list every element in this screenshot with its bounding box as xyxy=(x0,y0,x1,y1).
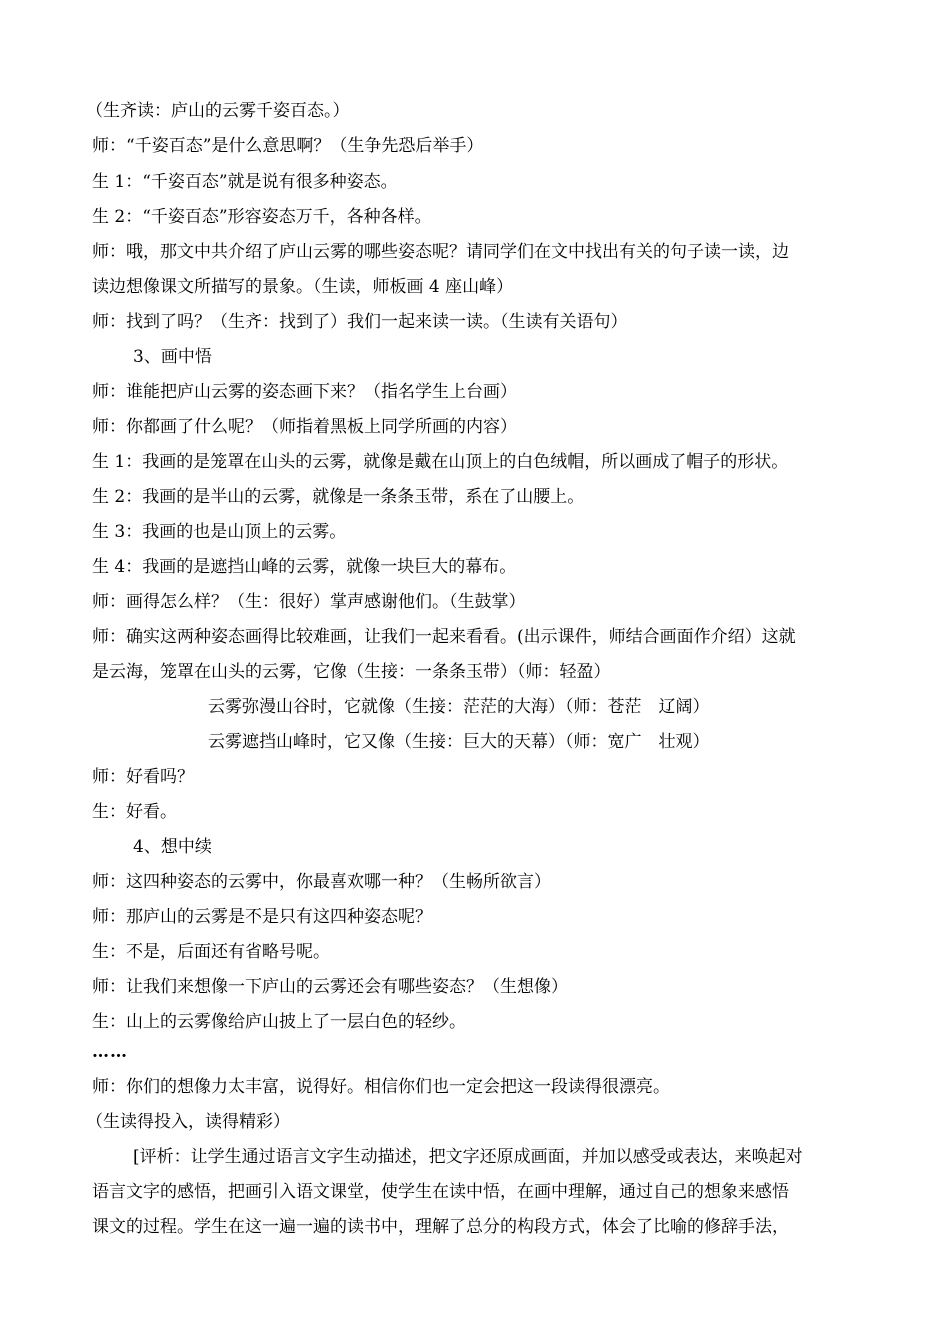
text-line: 生 2：“千姿百态”形容姿态万千，各种各样。 xyxy=(92,207,432,227)
text-line: 云雾弥漫山谷时，它就像（生接：茫茫的大海）（师：苍茫 辽阔） xyxy=(208,697,710,717)
text-line: 云雾遮挡山峰时，它又像（生接：巨大的天幕）（师：宽广 壮观） xyxy=(208,732,710,752)
text-line: 生：不是，后面还有省略号呢。 xyxy=(92,942,330,962)
text-line: 读边想像课文所描写的景象。（生读，师板画 4 座山峰） xyxy=(92,277,514,297)
text-line: （生齐读：庐山的云雾千姿百态。） xyxy=(86,101,350,121)
text-line: 生 1：“千姿百态”就是说有很多种姿态。 xyxy=(92,172,398,192)
text-line: 生 1：我画的是笼罩在山头的云雾，就像是戴在山顶上的白色绒帽，所以画成了帽子的形状。 xyxy=(92,452,789,472)
commentary-line: 课文的过程。学生在这一遍一遍的读书中，理解了总分的构段方式，体会了比喻的修辞手法， xyxy=(92,1217,789,1237)
text-line: 师：那庐山的云雾是不是只有这四种姿态呢？ xyxy=(92,907,432,927)
text-line: 是云海，笼罩在山头的云雾，它像（生接：一条条玉带）（师：轻盈） xyxy=(92,662,611,682)
text-line: 师：“千姿百态”是什么意思啊？（生争先恐后举手） xyxy=(92,136,484,156)
text-line: 生 2：我画的是半山的云雾，就像是一条条玉带，系在了山腰上。 xyxy=(92,487,585,507)
text-line: 师：找到了吗？（生齐：找到了）我们一起来读一读。（生读有关语句） xyxy=(92,312,628,332)
ellipsis: …… xyxy=(92,1042,128,1062)
text-line: 生：山上的云雾像给庐山披上了一层白色的轻纱。 xyxy=(92,1012,466,1032)
text-line: 师：让我们来想像一下庐山的云雾还会有哪些姿态？（生想像） xyxy=(92,977,568,997)
text-line: 师：画得怎么样？（生：很好）掌声感谢他们。（生鼓掌） xyxy=(92,592,526,612)
section-heading: 4、想中续 xyxy=(133,837,212,857)
text-line: 师：确实这两种姿态画得比较难画，让我们一起来看看。(出示课件，师结合画面作介绍）这就 xyxy=(92,627,796,647)
text-line: 生 4：我画的是遮挡山峰的云雾，就像一块巨大的幕布。 xyxy=(92,557,517,577)
text-line: 师：哦，那文中共介绍了庐山云雾的哪些姿态呢？请同学们在文中找出有关的句子读一读，边 xyxy=(92,242,789,262)
text-line: （生读得投入，读得精彩） xyxy=(86,1112,290,1132)
commentary-line: [评析：让学生通过语言文字生动描述，把文字还原成画面，并加以感受或表达，来唤起对 xyxy=(133,1147,803,1167)
text-line: 师：谁能把庐山云雾的姿态画下来？（指名学生上台画） xyxy=(92,382,517,402)
text-line: 生 3：我画的也是山顶上的云雾。 xyxy=(92,522,347,542)
text-line: 师：这四种姿态的云雾中，你最喜欢哪一种？（生畅所欲言） xyxy=(92,872,551,892)
section-heading: 3、画中悟 xyxy=(133,347,212,367)
text-line: 生：好看。 xyxy=(92,802,177,822)
text-line: 师：你都画了什么呢？（师指着黑板上同学所画的内容） xyxy=(92,417,517,437)
text-line: 师：好看吗？ xyxy=(92,767,194,787)
text-line: 师：你们的想像力太丰富，说得好。相信你们也一定会把这一段读得很漂亮。 xyxy=(92,1077,670,1097)
commentary-line: 语言文字的感悟，把画引入语文课堂，使学生在读中悟，在画中理解，通过自己的想象来感悟 xyxy=(92,1182,789,1202)
